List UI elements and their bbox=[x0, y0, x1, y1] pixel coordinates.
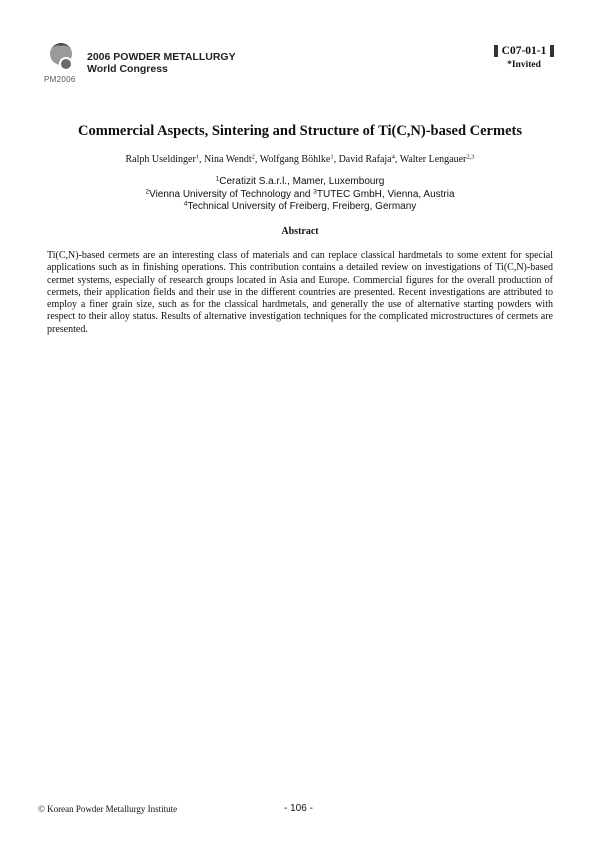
code-bar-left bbox=[494, 45, 498, 57]
paper-code bbox=[484, 44, 564, 58]
abstract-body: Ti(C,N)-based cermets are an interesting class of materials and can replace classical hardmetals to some extent for special applications such as in finishing operations. This contribution contains a detailed review on investigations of Ti(C,N)-based cermet systems, especially of research groups located in Asia and Europe. Commercial figures for the overall production of cermets, their application fields and their use in the different countries are presented. Recent investigations are attributed to employ a finer grain size, such as for the classical hardmetals, and generally the use of alternative starting powders with respect to their alloy status. Results of alternative investigation techniques for the complicated microstructures of cermets are presented. bbox=[47, 250, 553, 335]
abstract-heading: Abstract bbox=[281, 226, 319, 237]
author-2: Nina Wendt$^2$, bbox=[204, 153, 260, 165]
invited-label: *Invited bbox=[507, 60, 541, 70]
page-number: - 106 - bbox=[284, 803, 313, 814]
author-5: Walter Lengauer$^{2,3}$ bbox=[399, 153, 475, 165]
paper-code-box bbox=[484, 44, 564, 71]
author-3: Wolfgang Böhlke$^1$, bbox=[259, 153, 339, 165]
logo-text: PM2006 bbox=[44, 75, 76, 84]
conference-line-2: World Congress bbox=[87, 63, 168, 75]
affiliations bbox=[40, 176, 560, 214]
paper-code-text: C07-01-1 bbox=[501, 45, 547, 57]
author-1: Ralph Useldinger$^1$, bbox=[125, 153, 205, 165]
conference-name bbox=[87, 51, 236, 75]
conference-line-1: 2006 POWDER METALLURGY bbox=[87, 51, 236, 63]
affiliation-1: $^1$Ceratizit S.a.r.l., Mamer, Luxembourg bbox=[215, 175, 385, 187]
footer-copyright: © Korean Powder Metallurgy Institute bbox=[38, 804, 178, 814]
paper-title: Commercial Aspects, Sintering and Structure of Ti(C,N)-based Cermets bbox=[78, 123, 522, 139]
affiliation-2-3: $^2$Vienna University of Technology and $^3$TUTEC GmbH, Vienna, Austria bbox=[145, 188, 455, 200]
author-list bbox=[40, 153, 560, 167]
author-4: David Rafaja$^4$, bbox=[338, 153, 400, 165]
code-bar-right bbox=[550, 45, 554, 57]
affiliation-4: $^4$Technical University of Freiberg, Freiberg, Germany bbox=[183, 200, 417, 212]
